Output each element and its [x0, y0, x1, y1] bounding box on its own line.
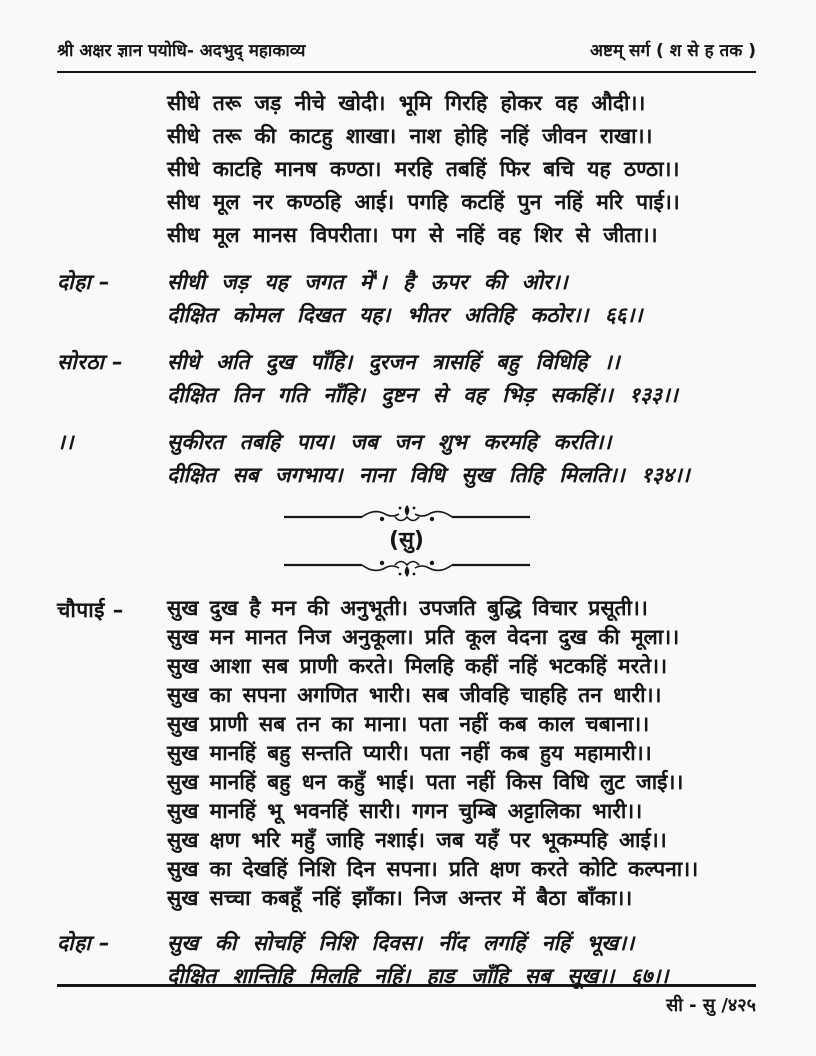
- verse-line: सुख दुख है मन की अनुभूती। उपजति बुद्धि विचार प्रसूती।।: [167, 596, 648, 620]
- verse-section: [57, 426, 756, 492]
- verse-line: सुख मानहिं भू भवनहिं सारी। गगन चुम्बि अट्टालिका भारी।।: [167, 799, 643, 823]
- section-label: चौपाई –: [57, 598, 124, 622]
- verse-body: [57, 87, 756, 993]
- section-lines: [167, 594, 756, 913]
- verse-section: [57, 346, 756, 412]
- verse-line: सीधे काटहि मानष कण्ठा। मरहि तबहिं फिर बचि यह ठण्ठा।।: [167, 157, 680, 181]
- verse-line: सुख आशा सब प्राणी करते। मिलहि कहीं नहिं भटकहिं मरते।।: [167, 654, 668, 678]
- verse-line: दीक्षित शान्तिहि मिलहि नहिं। हाड जाँहि सब सूख।। ६७।।: [167, 964, 669, 988]
- page-number: सी - सु /४२५: [666, 995, 756, 1016]
- verse-line: सुख मानहिं बहु सन्तति प्यारी। पता नहीं कब हुय महामारी।।: [167, 741, 652, 765]
- verse-line: सुख का सपना अगणित भारी। सब जीवहि चाहहि तन धारी।।: [167, 683, 662, 707]
- verse-section: [57, 594, 756, 913]
- header-rule: [57, 71, 756, 73]
- section-label: ।।: [57, 430, 74, 454]
- verse-line: सुख का देखहिं निशि दिन सपना। प्रति क्षण करते कोटि कल्पना।।: [167, 857, 699, 881]
- verse-line: सुकीरत तबहि पाय। जब जन शुभ करमहि करति।।: [167, 430, 612, 454]
- verse-line: सीधे अति दुख पाँहि। दुरजन त्रासहिं बहु विधिहि ।।: [167, 350, 620, 374]
- verse-line: सुख मानहिं बहु धन कहुँ भाई। पता नहीं किस विधि लुट जाई।।: [167, 770, 684, 794]
- verse-line: सुख सच्चा कबहूँ नहिं झाँका। निज अन्तर में बैठा बाँका।।: [167, 886, 633, 910]
- verse-line: सीधे तरू जड़ नीचे खोदी। भूमि गिरहि होकर वह औदी।।: [167, 91, 646, 115]
- verse-line: दीक्षित सब जगभाय। नाना विधि सुख तिहि मिलति।। १३४।।: [167, 463, 690, 487]
- verse-line: दीक्षित कोमल दिखत यह। भीतर अतिहि कठोर।। ६६।।: [167, 303, 643, 327]
- section-lines: [167, 346, 756, 412]
- verse-line: सुख मन मानत निज अनुकूला। प्रति कूल वेदना दुख की मूला।।: [167, 625, 680, 649]
- footer-rule: [57, 984, 756, 987]
- section-divider: [57, 502, 756, 580]
- divider-label: (सु): [389, 528, 424, 553]
- verse-line: सीध मूल मानस विपरीता। पग से नहिं वह शिर से जीता।।: [167, 223, 658, 247]
- ornament-flourish-icon: [282, 502, 532, 526]
- section-label: सोरठा –: [57, 350, 124, 374]
- verse-section: [57, 266, 756, 332]
- page-footer: [57, 984, 756, 1017]
- verse-line: सीधी जड़ यह जगत में'। है ऊपर की ओर।।: [167, 270, 568, 294]
- verse-line: सीधे तरू की काटहु शाखा। नाश होहि नहिं जीवन राखा।।: [167, 124, 653, 148]
- header-title-left: श्री अक्षर ज्ञान पयोधि- अदभुद् महाकाव्य: [57, 41, 306, 61]
- section-label: दोहा –: [57, 931, 110, 955]
- section-label: दोहा –: [57, 270, 110, 294]
- verse-line: सुख प्राणी सब तन का माना। पता नहीं कब काल चबाना।।: [167, 712, 650, 736]
- page-header: [57, 40, 756, 62]
- section-lines: [167, 266, 756, 332]
- section-label: [57, 87, 167, 252]
- verse-line: सुख की सोचहिं निशि दिवस। नींद लगहिं नहिं भूख।।: [167, 931, 635, 955]
- section-lines: [167, 426, 756, 492]
- verse-line: सीध मूल नर कण्ठहि आई। पगहि कटहिं पुन नहिं मरि पाई।।: [167, 190, 680, 214]
- ornament-flourish-icon: [282, 556, 532, 580]
- verse-line: सुख क्षण भरि महुँ जाहि नशाई। जब यहँ पर भूकम्पहि आई।।: [167, 828, 667, 852]
- header-title-right: अष्टम् सर्ग ( श से ह तक ): [590, 41, 756, 61]
- section-lines: [167, 87, 756, 252]
- verse-line: दीक्षित तिन गति नाँहि। दुष्टन से वह भिड़ सकहिं।। १३३।।: [167, 383, 678, 407]
- verse-section: [57, 87, 756, 252]
